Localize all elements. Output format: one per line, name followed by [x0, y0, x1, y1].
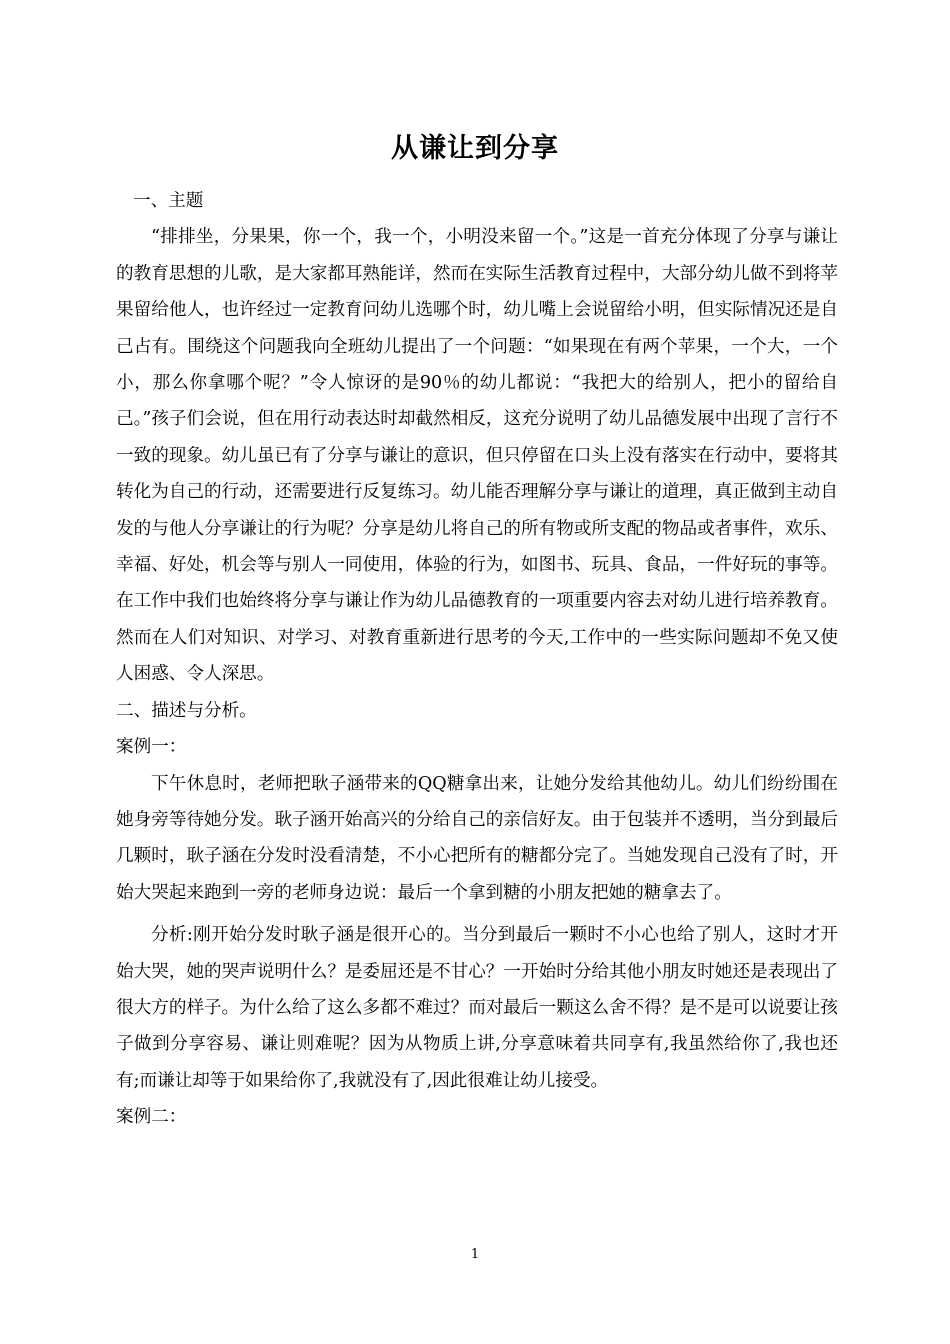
case-one-paragraph: 下午休息时，老师把耿子涵带来的QQ糖拿出来，让她分发给其他幼儿。幼儿们纷纷围在她身旁等待她分发。耿子涵开始高兴的分给自己的亲信好友。由于包装并不透明，当分到最后几颗时，耿子涵在分发时没看清楚，不小心把所有的糖都分完了。当她发现自己没有了时，开始大哭起来跑到一旁的老师身边说：最后一个拿到糖的小朋友把她的糖拿去了。 [116, 773, 838, 903]
theme-paragraph: “排排坐，分果果，你一个，我一个，小明没来留一个。”这是一首充分体现了分享与谦让的教育思想的儿歌，是大家都耳熟能详，然而在实际生活教育过程中，大部分幼儿做不到将苹果留给他人，也许经过一定教育问幼儿选哪个时，幼儿嘴上会说留给小明，但实际情况还是自己占有。围绕这个问题我向全班幼儿提出了一个问题：“如果现在有两个苹果，一个大，一个小，那么你拿哪个呢？”令人惊讶的是90％的幼儿都说：“我把大的给别人，把小的留给自己。”孩子们会说，但在用行动表达时却截然相反，这充分说明了幼儿品德发展中出现了言行不一致的现象。幼儿虽已有了分享与谦让的意识，但只停留在口头上没有落实在行动中，要将其转化为自己的行动，还需要进行反复练习。幼儿能否理解分享与谦让的道理，真正做到主动自发的与他人分享谦让的行为呢？分享是幼儿将自己的所有物或所支配的物品或者事件，欢乐、幸福、好处，机会等与别人一同使用，体验的行为，如图书、玩具、食品，一件好玩的事等。在工作中我们也始终将分享与谦让作为幼儿品德教育的一项重要内容去对幼儿进行培养教育。然而在人们对知识、对学习、对教育重新进行思考的今天,工作中的一些实际问题却不免又使人困惑、令人深思。 [116, 227, 838, 685]
case-one-label: 案例一： [116, 737, 187, 758]
page-number: 1 [470, 1247, 480, 1262]
section-heading-description: 二、描述与分析。 [116, 700, 257, 721]
document-title: 从谦让到分享 [391, 133, 559, 164]
case-one-analysis: 分析:刚开始分发时耿子涵是很开心的。当分到最后一颗时不小心也给了别人，这时才开始大哭，她的哭声说明什么？是委屈还是不甘心？一开始时分给其他小朋友时她还是表现出了很大方的样子。为什么给了这么多都不难过？而对最后一颗这么舍不得？是不是可以说要让孩子做到分享容易、谦让则难呢？因为从物质上讲,分享意味着共同享有,我虽然给你了,我也还有;而谦让却等于如果给你了,我就没有了,因此很难让幼儿接受。 [116, 925, 838, 1091]
document-body [116, 183, 838, 1136]
section-heading-theme: 一、主题 [133, 191, 204, 211]
case-two-label: 案例二： [116, 1107, 187, 1128]
